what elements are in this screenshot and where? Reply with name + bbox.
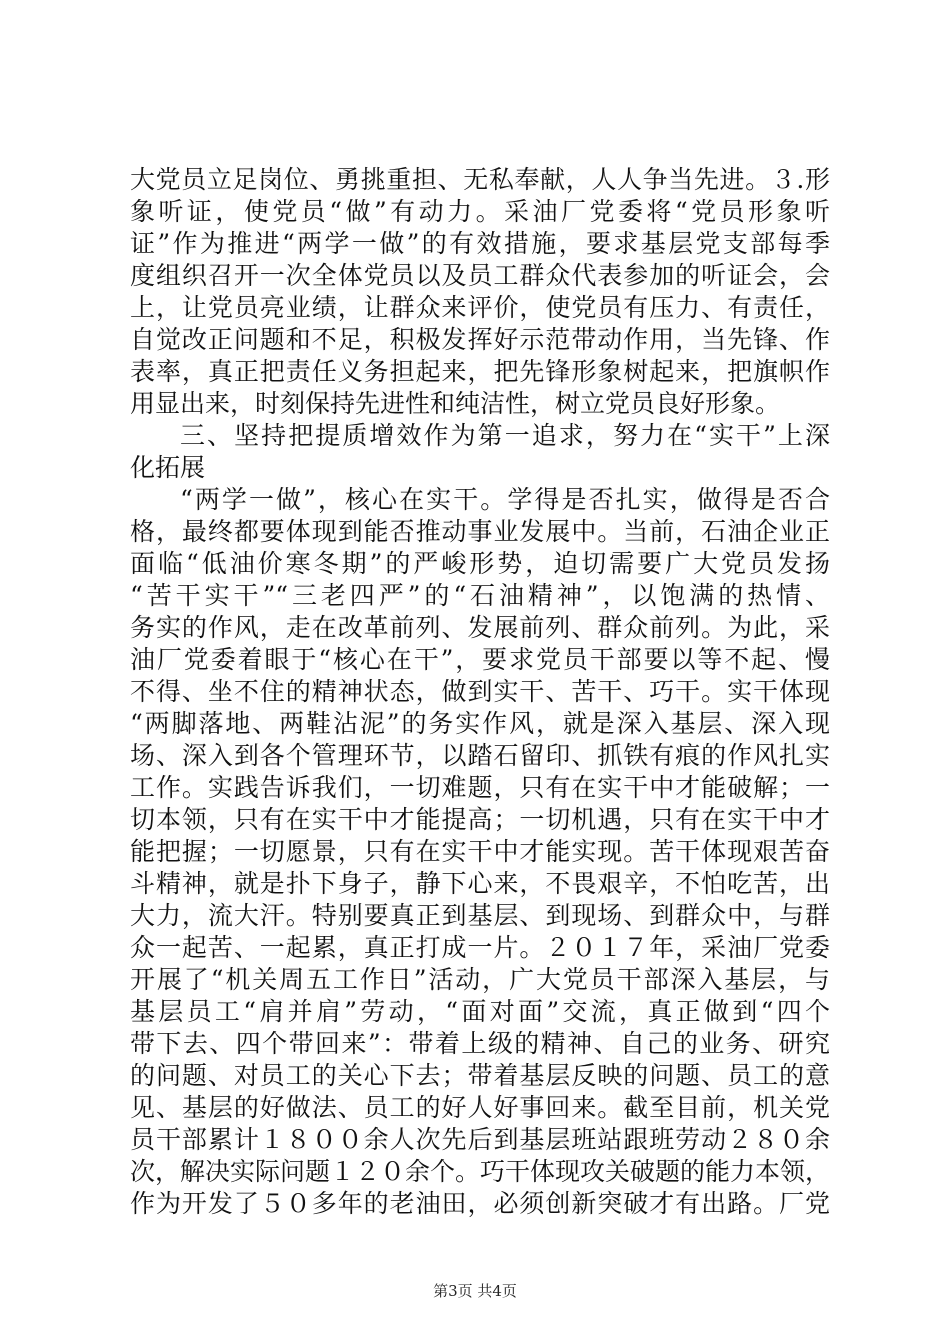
text-line: “两脚落地、两鞋沾泥”的务实作风，就是深入基层、深入现	[130, 709, 830, 738]
text-line: 工作。实践告诉我们，一切难题，只有在实干中才能破解；一	[130, 773, 830, 802]
text-line: 斗精神，就是扑下身子，静下心来，不畏艰辛，不怕吃苦，出	[130, 869, 830, 898]
text-line: 上，让党员亮业绩，让群众来评价，使党员有压力、有责任，	[130, 293, 830, 322]
text-line: 自觉改正问题和不足，积极发挥好示范带动作用，当先锋、作	[130, 325, 830, 354]
text-line: 面临“低油价寒冬期”的严峻形势，迫切需要广大党员发扬	[130, 549, 830, 578]
text-line: 见、基层的好做法、员工的好人好事回来。截至目前，机关党	[130, 1093, 830, 1122]
text-line: “苦干实干”“三老四严”的“石油精神”，以饱满的热情、	[130, 581, 830, 610]
text-line: 务实的作风，走在改革前列、发展前列、群众前列。为此，采	[130, 613, 830, 642]
text-line: 作为开发了５０多年的老油田，必须创新突破才有出路。厂党	[130, 1189, 830, 1218]
text-line: 的问题、对员工的关心下去；带着基层反映的问题、员工的意	[130, 1061, 830, 1090]
text-line: 大党员立足岗位、勇挑重担、无私奉献，人人争当先进。３.形	[130, 165, 830, 194]
text-line: 大力，流大汗。特别要真正到基层、到现场、到群众中，与群	[130, 901, 830, 930]
text-line: 次，解决实际问题１２０余个。巧干体现攻关破题的能力本领，	[130, 1157, 830, 1186]
text-line: 用显出来，时刻保持先进性和纯洁性，树立党员良好形象。	[130, 389, 781, 418]
text-line: 带下去、四个带回来”：带着上级的精神、自己的业务、研究	[130, 1029, 830, 1058]
text-line: “两学一做”，核心在实干。学得是否扎实，做得是否合	[180, 485, 830, 514]
body-text	[130, 164, 830, 1220]
text-line: 开展了“机关周五工作日”活动，广大党员干部深入基层，与	[130, 965, 830, 994]
text-line: 表率，真正把责任义务担起来，把先锋形象树起来，把旗帜作	[130, 357, 830, 386]
text-line: 油厂党委着眼于“核心在干”，要求党员干部要以等不起、慢	[130, 645, 830, 674]
text-line: 象听证，使党员“做”有动力。采油厂党委将“党员形象听	[130, 197, 830, 226]
text-line: 能把握；一切愿景，只有在实干中才能实现。苦干体现艰苦奋	[130, 837, 830, 866]
section-heading-line: 三、坚持把提质增效作为第一追求，努力在“实干”上深	[180, 421, 830, 450]
text-line: 不得、坐不住的精神状态，做到实干、苦干、巧干。实干体现	[130, 677, 830, 706]
text-line: 基层员工“肩并肩”劳动，“面对面”交流，真正做到“四个	[130, 997, 830, 1026]
section-heading-line: 化拓展	[130, 453, 206, 482]
text-line: 格，最终都要体现到能否推动事业发展中。当前，石油企业正	[130, 517, 830, 546]
text-line: 度组织召开一次全体党员以及员工群众代表参加的听证会，会	[130, 261, 830, 290]
text-line: 证”作为推进“两学一做”的有效措施，要求基层党支部每季	[130, 229, 830, 258]
page-number-footer: 第3页 共4页	[433, 1282, 517, 1300]
text-line: 切本领，只有在实干中才能提高；一切机遇，只有在实干中才	[130, 805, 830, 834]
text-line: 场、深入到各个管理环节，以踏石留印、抓铁有痕的作风扎实	[130, 741, 830, 770]
text-line: 众一起苦、一起累，真正打成一片。２０１７年，采油厂党委	[130, 933, 830, 962]
text-line: 员干部累计１８００余人次先后到基层班站跟班劳动２８０余	[130, 1125, 830, 1154]
